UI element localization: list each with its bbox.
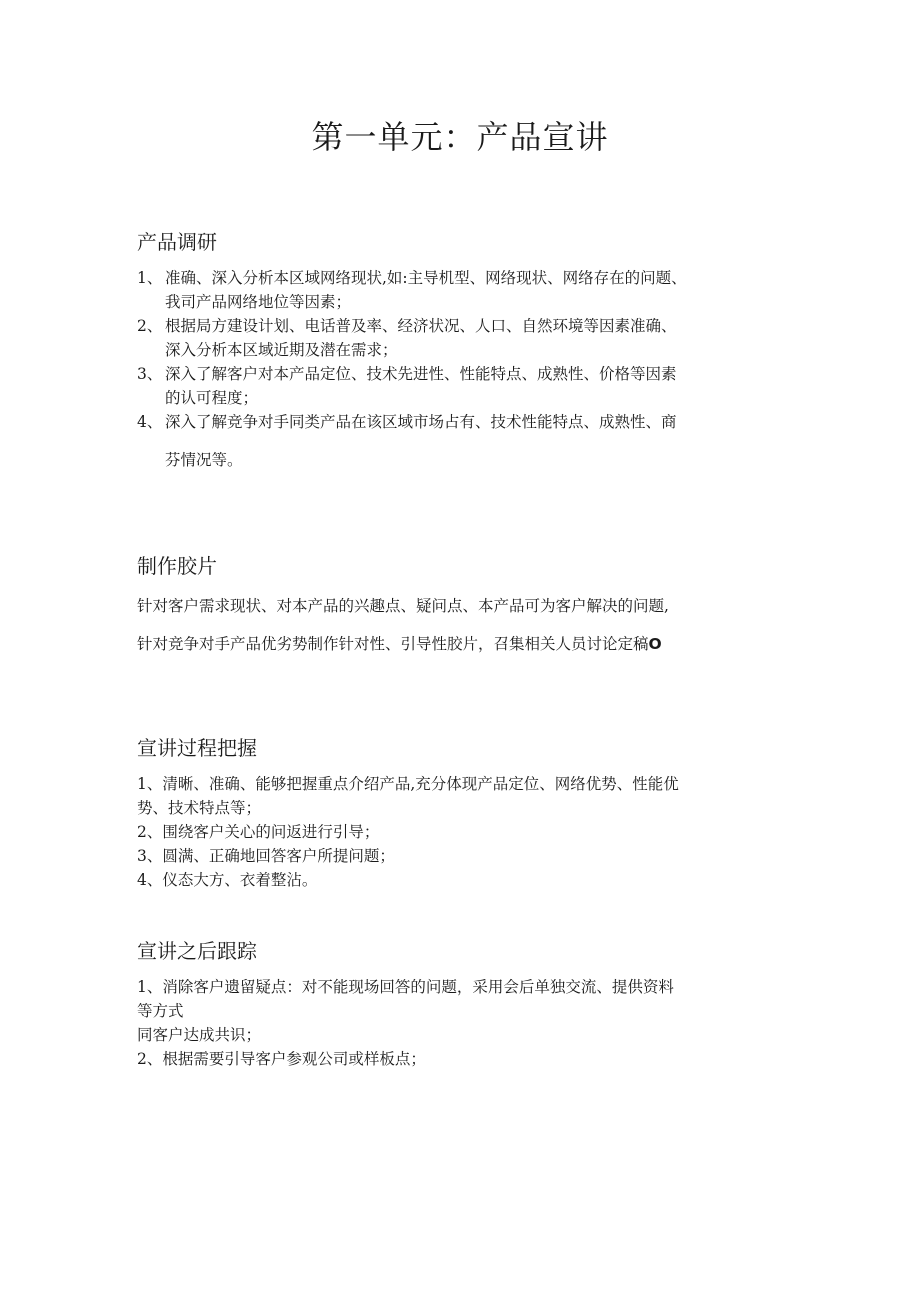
paragraph-line: 等方式 [137, 1002, 184, 1020]
paragraph-text: 针对竞争对手产品优劣势制作针对性、引导性胶片，召集相关人员讨论定稿 [137, 635, 649, 653]
item-number: 4、 [137, 413, 163, 431]
paragraph-line: 针对客户需求现状、对本产品的兴趣点、疑问点、本产品可为客户解决的问题, [137, 597, 669, 615]
item-text: 深入了解竞争对手同类产品在该区域市场占有、技术性能特点、成熟性、商 [165, 413, 677, 431]
item-text-continued: 深入分析本区域近期及潜在需求； [165, 341, 398, 359]
section-product-research [137, 228, 787, 472]
paragraph-line: 1、清晰、准确、能够把握重点介绍产品,充分体现产品定位、网络优势、性能优 [137, 775, 679, 793]
section-heading: 产品调研 [137, 230, 217, 254]
paragraph-line [137, 632, 787, 656]
paragraph-line: 2、围绕客户关心的问返进行引导； [137, 823, 380, 841]
item-text: 深入了解客户对本产品定位、技术先进性、性能特点、成熟性、价格等因素 [165, 365, 677, 383]
list-item [137, 362, 787, 410]
section-heading: 宣讲之后跟踪 [137, 939, 257, 963]
item-number: 3、 [137, 365, 163, 383]
item-number: 1、 [137, 269, 163, 287]
list-item [137, 410, 787, 472]
paragraph-line: 2、根据需要引导客户参观公司或样板点； [137, 1050, 426, 1068]
paragraph-line: 势、技术特点等； [137, 799, 262, 817]
item-text: 根据局方建设计划、电话普及率、经济状况、人口、自然环境等因素准确、 [165, 317, 677, 335]
section-make-slides [137, 552, 787, 656]
paragraph-line: 1、消除客户遗留疑点：对不能现场回答的问题，采用会后单独交流、提供资料 [137, 978, 674, 996]
item-text-continued: 芬情况等。 [165, 451, 243, 469]
list-item [137, 314, 787, 362]
item-text-continued: 我司产品网络地位等因素； [165, 293, 352, 311]
section-heading: 制作胶片 [137, 554, 217, 578]
paragraph-line: 4、仪态大方、衣着整沾。 [137, 871, 318, 889]
paragraph-end-mark: O [648, 635, 662, 653]
paragraph-line: 同客户达成共识； [137, 1026, 262, 1044]
section-follow-up [137, 937, 787, 1071]
paragraph-line: 3、圆满、正确地回答客户所提问题； [137, 847, 395, 865]
item-number: 2、 [137, 317, 163, 335]
section-heading: 宣讲过程把握 [137, 736, 257, 760]
page-title: 第一单元：产品宣讲 [311, 118, 609, 156]
section-presentation-control [137, 734, 787, 892]
item-text: 准确、深入分析本区域网络现状,如:主导机型、网络现状、网络存在的问题、 [165, 269, 687, 287]
list-item [137, 266, 787, 314]
item-text-continued: 的认可程度； [165, 389, 259, 407]
